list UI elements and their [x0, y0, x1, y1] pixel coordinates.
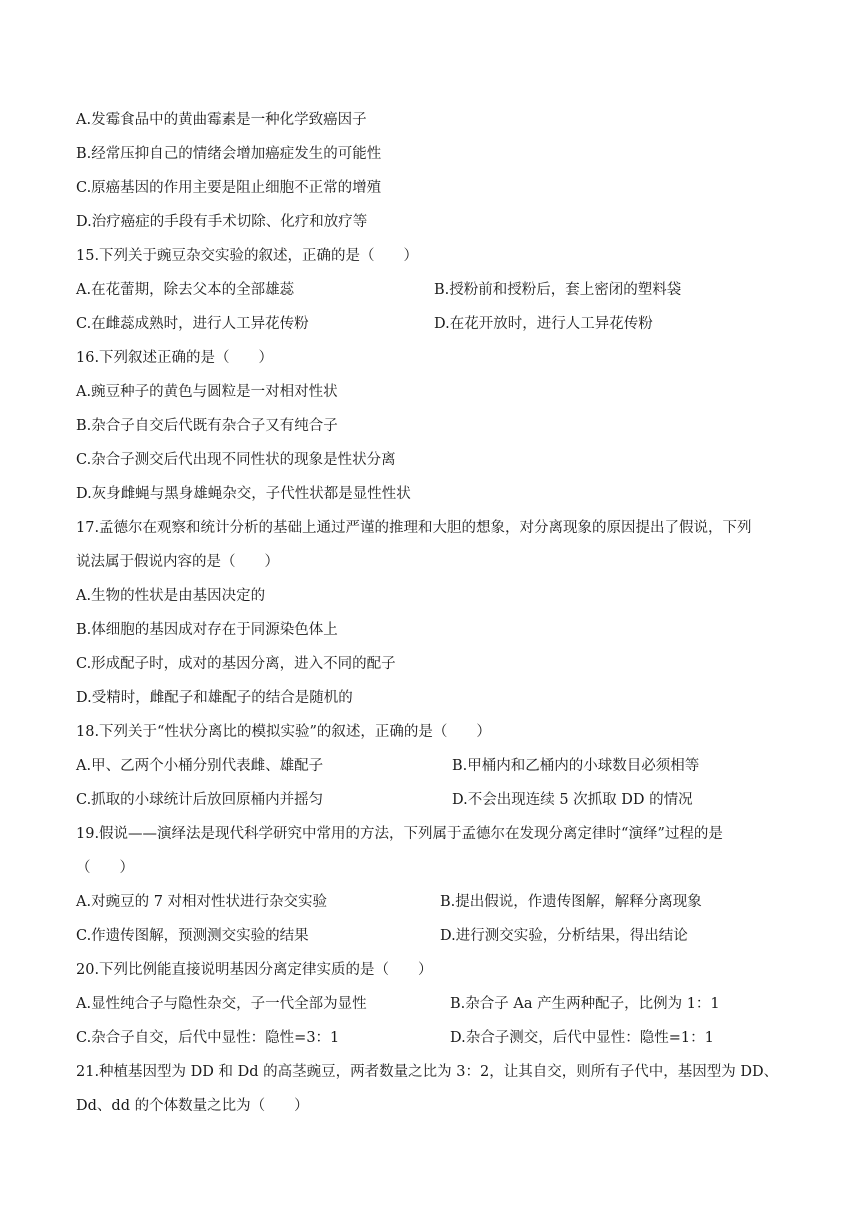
- q17-option-d: D.受精时，雌配子和雄配子的结合是随机的: [76, 690, 353, 706]
- q20-option-a: A.显性纯合子与隐性杂交，子一代全部为显性: [76, 996, 367, 1012]
- q21-stem-line1: 21.种植基因型为 DD 和 Dd 的高茎豌豆，两者数量之比为 3：2，让其自交，则所有子代中，基因型为 DD、: [76, 1064, 779, 1080]
- q20-option-c: C.杂合子自交，后代中显性：隐性=3：1: [76, 1030, 340, 1046]
- q17-option-b: B.体细胞的基因成对存在于同源染色体上: [76, 622, 338, 638]
- q15-option-b: B.授粉前和授粉后，套上密闭的塑料袋: [434, 282, 682, 298]
- q20-stem: 20.下列比例能直接说明基因分离定律实质的是（ ）: [76, 962, 433, 978]
- q18-option-d: D.不会出现连续 5 次抓取 DD 的情况: [452, 792, 693, 808]
- q16-option-a: A.豌豆种子的黄色与圆粒是一对相对性状: [76, 384, 338, 400]
- q17-stem-line1: 17.孟德尔在观察和统计分析的基础上通过严谨的推理和大胆的想象，对分离现象的原因提出了假说，下列: [76, 520, 752, 536]
- q19-stem-line2: （ ）: [76, 860, 134, 876]
- q15-option-c: C.在雌蕊成熟时，进行人工异花传粉: [76, 316, 309, 332]
- q14-option-a: A.发霉食品中的黄曲霉素是一种化学致癌因子: [76, 112, 367, 128]
- q15-stem: 15.下列关于豌豆杂交实验的叙述，正确的是（ ）: [76, 248, 419, 264]
- q19-stem-line1: 19.假说——演绎法是现代科学研究中常用的方法，下列属于孟德尔在发现分离定律时“演绎”过程的是: [76, 826, 723, 842]
- q16-option-b: B.杂合子自交后代既有杂合子又有纯合子: [76, 418, 338, 434]
- q17-stem-line2: 说法属于假说内容的是（ ）: [76, 554, 279, 570]
- q20-option-d: D.杂合子测交，后代中显性：隐性=1：1: [450, 1030, 714, 1046]
- q16-option-d: D.灰身雌蝇与黑身雄蝇杂交，子代性状都是显性性状: [76, 486, 411, 502]
- q21-stem-line2: Dd、dd 的个体数量之比为（ ）: [76, 1098, 309, 1114]
- q14-option-d: D.治疗癌症的手段有手术切除、化疗和放疗等: [76, 214, 368, 230]
- q17-option-a: A.生物的性状是由基因决定的: [76, 588, 266, 604]
- q18-option-c: C.抓取的小球统计后放回原桶内并摇匀: [76, 792, 324, 808]
- q14-option-c: C.原癌基因的作用主要是阻止细胞不正常的增殖: [76, 180, 382, 196]
- q16-stem: 16.下列叙述正确的是（ ）: [76, 350, 274, 366]
- q18-stem: 18.下列关于“性状分离比的模拟实验”的叙述，正确的是（ ）: [76, 724, 491, 740]
- q19-option-a: A.对豌豆的 7 对相对性状进行杂交实验: [76, 894, 328, 910]
- q15-option-d: D.在花开放时，进行人工异花传粉: [434, 316, 653, 332]
- q18-option-a: A.甲、乙两个小桶分别代表雌、雄配子: [76, 758, 324, 774]
- q19-option-c: C.作遗传图解，预测测交实验的结果: [76, 928, 309, 944]
- q19-option-b: B.提出假说，作遗传图解，解释分离现象: [440, 894, 702, 910]
- q14-option-b: B.经常压抑自己的情绪会增加癌症发生的可能性: [76, 146, 382, 162]
- q18-option-b: B.甲桶内和乙桶内的小球数目必须相等: [452, 758, 700, 774]
- q15-option-a: A.在花蕾期，除去父本的全部雄蕊: [76, 282, 295, 298]
- q17-option-c: C.形成配子时，成对的基因分离，进入不同的配子: [76, 656, 396, 672]
- q16-option-c: C.杂合子测交后代出现不同性状的现象是性状分离: [76, 452, 396, 468]
- q20-option-b: B.杂合子 Aa 产生两种配子，比例为 1：1: [450, 996, 720, 1012]
- q19-option-d: D.进行测交实验，分析结果，得出结论: [440, 928, 688, 944]
